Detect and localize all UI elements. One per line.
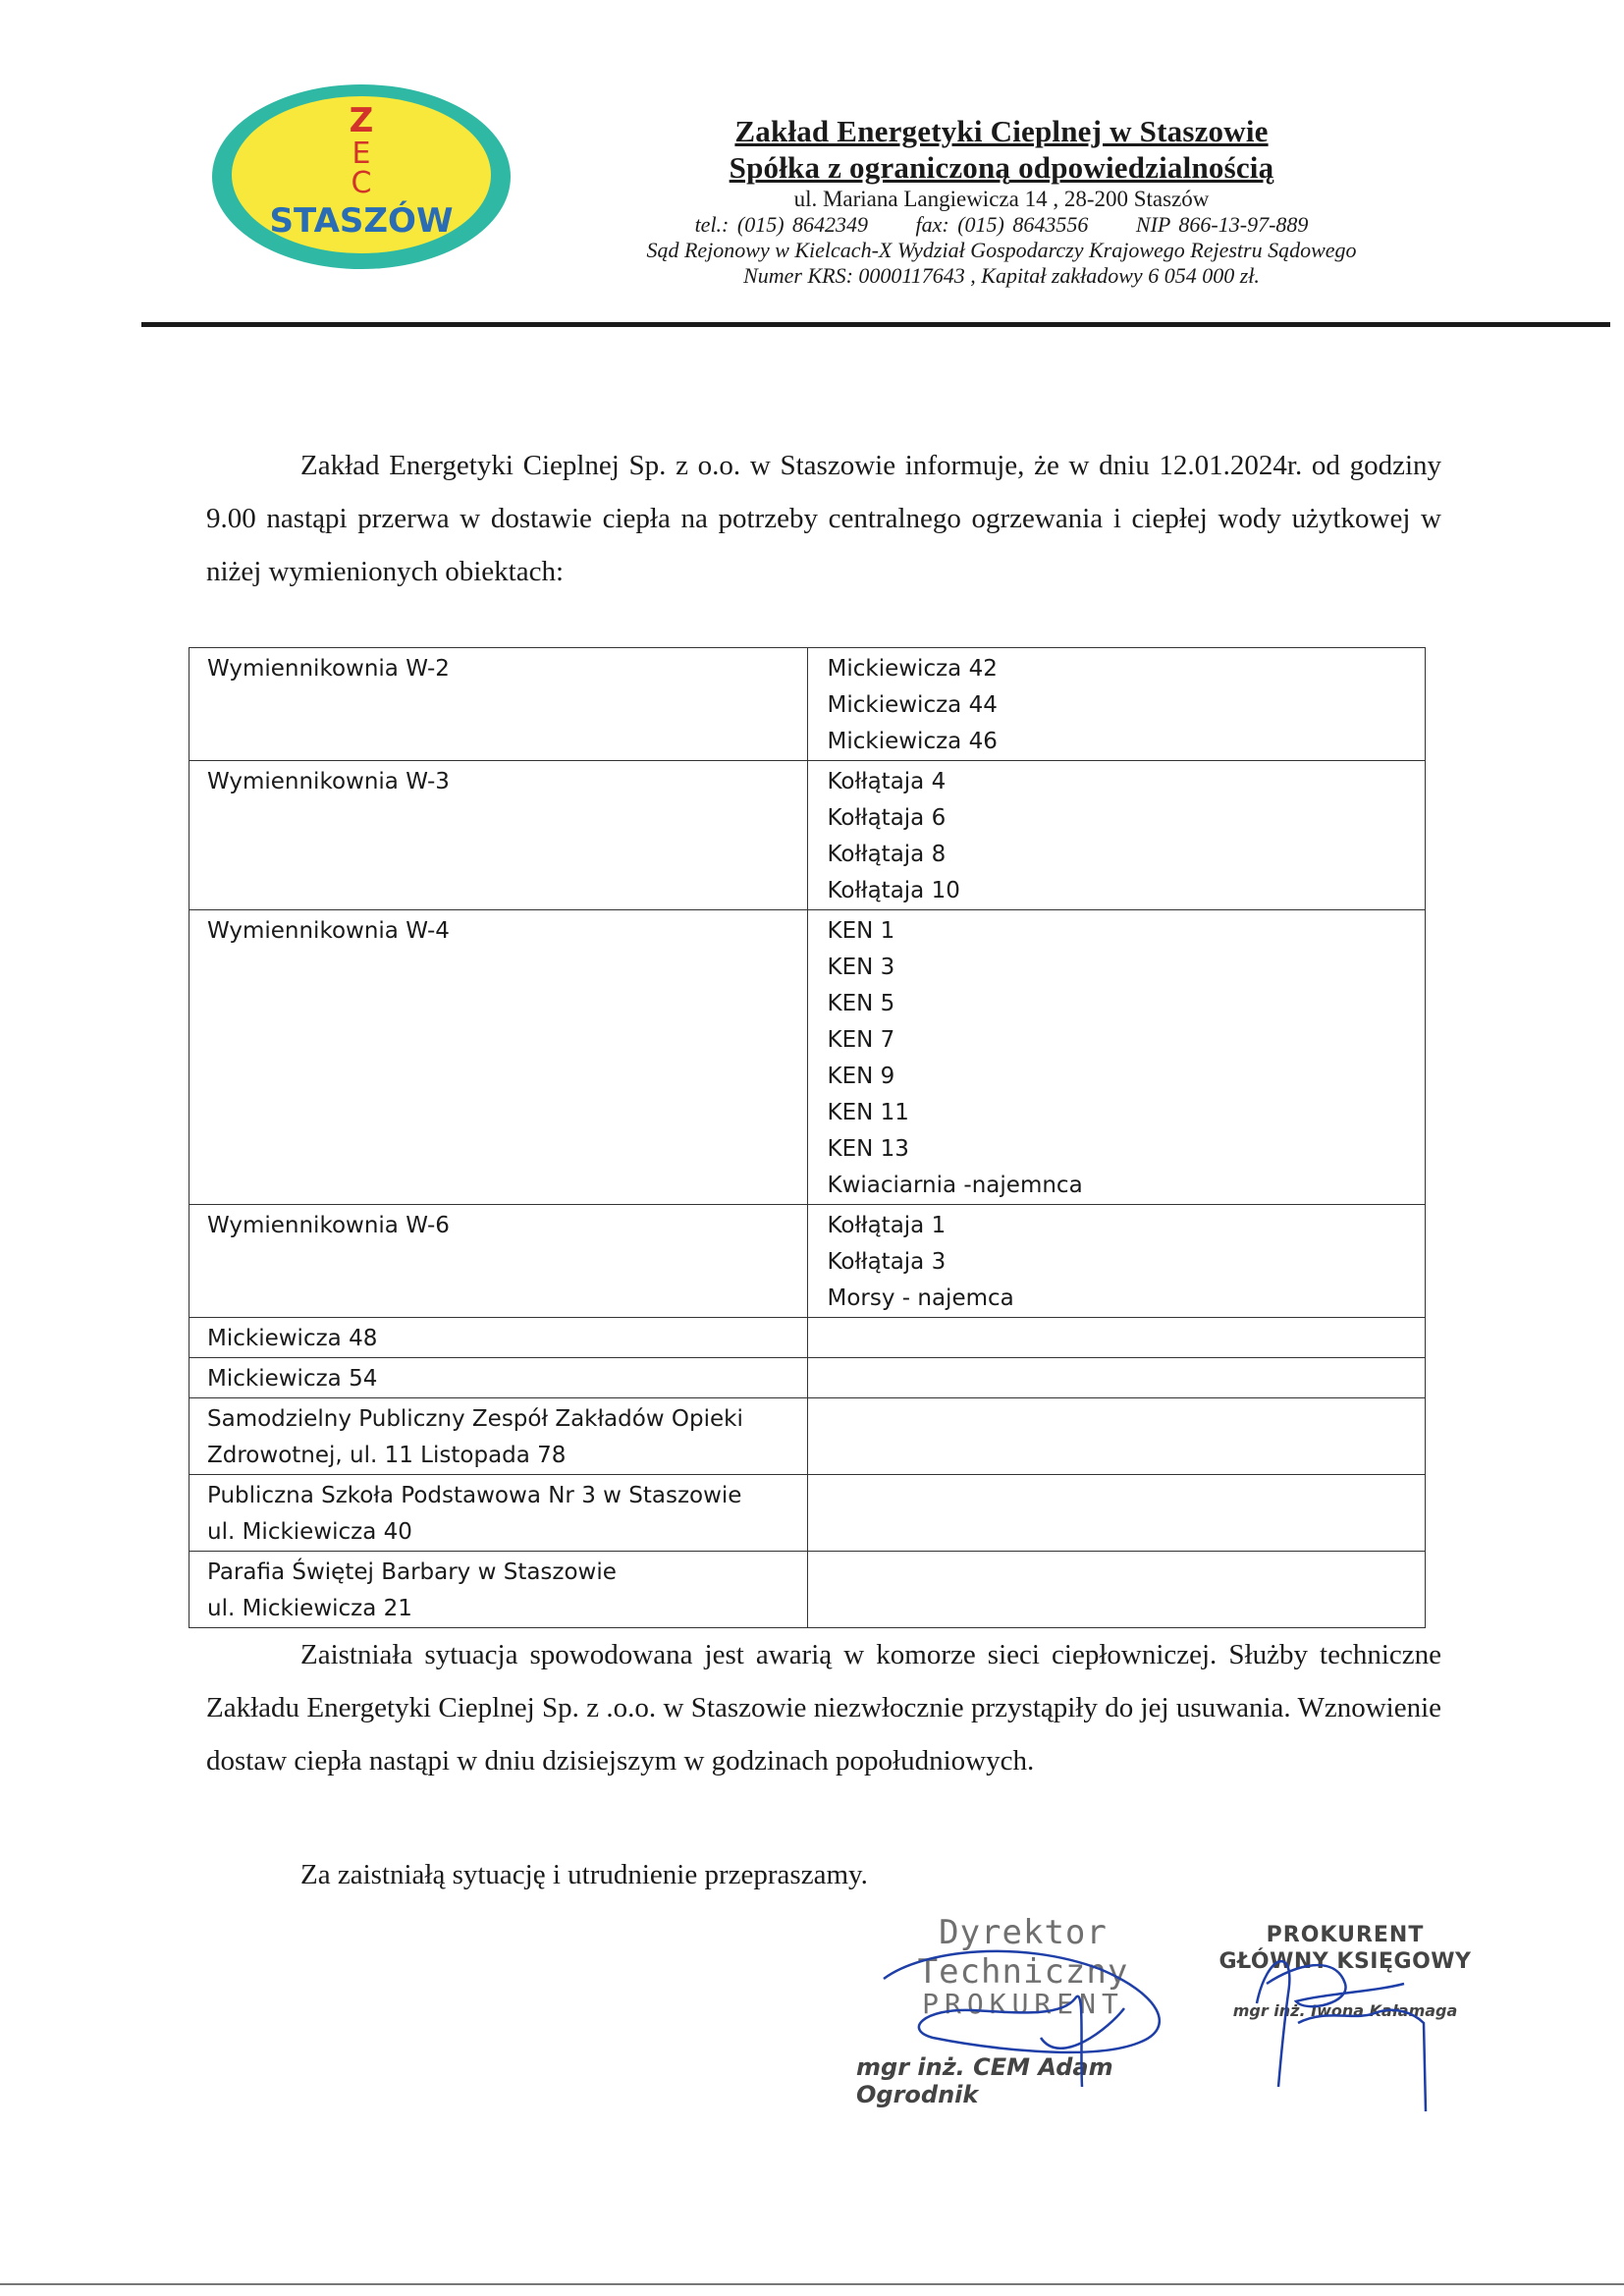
chief-accountant-title: GŁÓWNY KSIĘGOWY — [1218, 1949, 1472, 1974]
situation-text: Zaistniała sytuacja spowodowana jest awarią w komorze sieci ciepłowniczej. Służby techniczne Zakładu Energetyki Cieplnej Sp. z .o.o. w Staszowie niezwłocznie przystąpiły do jej usuwania. Wznowienie dostaw ciepła nastąpi w dniu dzisiejszym w godzinach popołudniowych. — [206, 1639, 1441, 1777]
intro-text: Zakład Energetyki Cieplnej Sp. z o.o. w Staszowie informuje, że w dniu 12.01.2024r. od godziny 9.00 nastąpi przerwa w dostawie ciepła na potrzeby centralnego ogrzewania i ciepłej wody użytkowej w niżej wymienionych obiektach: — [206, 450, 1441, 587]
address-cell — [807, 1475, 1426, 1552]
address-line: Mickiewicza 46 — [827, 729, 998, 754]
object-cell — [189, 1358, 808, 1398]
company-logo — [208, 81, 514, 273]
object-name: Publiczna Szkoła Podstawowa Nr 3 w Staszowie — [207, 1483, 742, 1508]
company-krs: Numer KRS: 0000117643 , Kapitał zakładowy 6 054 000 zł. — [743, 263, 1260, 289]
chief-accountant-name: mgr inż. Iwona Kałamaga — [1232, 2001, 1458, 2020]
address-line: Kołłątaja 4 — [827, 769, 947, 794]
table-row — [189, 1398, 1426, 1475]
table-row — [189, 1358, 1426, 1398]
object-name: ul. Mickiewicza 21 — [207, 1596, 412, 1621]
address-line: Kołłątaja 6 — [827, 805, 947, 831]
address-line: Kołłątaja 8 — [827, 842, 947, 867]
affected-objects-body — [189, 648, 1426, 1628]
address-line: KEN 13 — [827, 1136, 909, 1162]
object-cell — [189, 648, 808, 761]
company-contact — [511, 212, 1492, 238]
company-header — [511, 114, 1492, 289]
logo-city: STASZÓW — [269, 201, 454, 241]
object-cell — [189, 1552, 808, 1628]
address-cell — [807, 1358, 1426, 1398]
object-name: Wymiennikownia W-6 — [207, 1213, 450, 1238]
affected-objects-table — [189, 647, 1426, 1628]
table-row — [189, 1318, 1426, 1358]
object-cell — [189, 1475, 808, 1552]
object-cell — [189, 761, 808, 910]
object-name: Wymiennikownia W-3 — [207, 769, 450, 794]
chief-accountant-role: PROKURENT — [1266, 1923, 1425, 1947]
object-name: Zdrowotnej, ul. 11 Listopada 78 — [207, 1443, 567, 1468]
logo-letter-e: E — [352, 137, 371, 171]
object-cell — [189, 1318, 808, 1358]
table-row — [189, 1475, 1426, 1552]
address-cell — [807, 1552, 1426, 1628]
company-nip: NIP 866-13-97-889 — [1135, 212, 1309, 238]
address-line: Kołłątaja 1 — [827, 1213, 947, 1238]
address-cell — [807, 1398, 1426, 1475]
object-name: Samodzielny Publiczny Zespół Zakładów Opieki — [207, 1406, 743, 1432]
object-name: Parafia Świętej Barbary w Staszowie — [207, 1559, 617, 1585]
address-line: KEN 7 — [827, 1027, 895, 1053]
address-cell — [807, 1318, 1426, 1358]
address-cell — [807, 910, 1426, 1205]
address-line: Mickiewicza 44 — [827, 692, 998, 718]
address-cell — [807, 648, 1426, 761]
technical-director-name: mgr inż. CEM Adam Ogrodnik — [856, 2053, 1113, 2108]
object-cell — [189, 1398, 808, 1475]
company-fax: fax: (015) 8643556 — [915, 212, 1089, 238]
address-line: KEN 3 — [827, 955, 895, 980]
company-court: Sąd Rejonowy w Kielcach-X Wydział Gospodarczy Krajowego Rejestru Sądowego — [646, 238, 1357, 263]
object-name: Wymiennikownia W-4 — [207, 918, 450, 944]
object-name: Mickiewicza 54 — [207, 1366, 378, 1392]
object-name: Wymiennikownia W-2 — [207, 656, 450, 682]
address-line: Kwiaciarnia -najemnca — [827, 1173, 1083, 1198]
logo-letter-c: C — [351, 166, 372, 200]
object-name: ul. Mickiewicza 40 — [207, 1519, 412, 1545]
header-divider — [141, 322, 1610, 327]
table-row — [189, 648, 1426, 761]
address-line: Morsy - najemca — [827, 1285, 1014, 1311]
situation-paragraph — [206, 1628, 1441, 1787]
logo-letter-z: Z — [349, 101, 374, 140]
address-cell — [807, 1205, 1426, 1318]
address-line: KEN 1 — [827, 918, 895, 944]
technical-director-role: PROKURENT — [922, 1988, 1124, 2020]
company-tel: tel.: (015) 8642349 — [694, 212, 869, 238]
address-line: KEN 11 — [827, 1100, 909, 1125]
table-row — [189, 1552, 1426, 1628]
company-name: Zakład Energetyki Cieplnej w Staszowie — [734, 114, 1269, 148]
address-line: Mickiewicza 42 — [827, 656, 998, 682]
chief-accountant-signature — [1227, 1915, 1453, 2121]
apology-paragraph — [206, 1848, 1441, 1901]
address-line: Kołłątaja 10 — [827, 878, 960, 903]
technical-director-signature — [864, 1940, 1218, 2106]
object-cell — [189, 910, 808, 1205]
company-address: ul. Mariana Langiewicza 14 , 28-200 Staszów — [793, 187, 1210, 212]
address-line: Kołłątaja 3 — [827, 1249, 947, 1275]
address-line: KEN 5 — [827, 991, 895, 1016]
table-row — [189, 761, 1426, 910]
company-legal-form: Spółka z ograniczoną odpowiedzialnością — [729, 149, 1274, 185]
technical-director-title: Dyrektor Techniczny — [917, 1913, 1129, 1992]
footer-divider — [0, 2283, 1624, 2285]
object-cell — [189, 1205, 808, 1318]
address-cell — [807, 761, 1426, 910]
address-line: KEN 9 — [827, 1064, 895, 1089]
table-row — [189, 910, 1426, 1205]
object-name: Mickiewicza 48 — [207, 1326, 378, 1351]
table-row — [189, 1205, 1426, 1318]
intro-paragraph — [206, 439, 1441, 598]
apology-text: Za zaistniałą sytuację i utrudnienie przepraszamy. — [300, 1859, 868, 1890]
